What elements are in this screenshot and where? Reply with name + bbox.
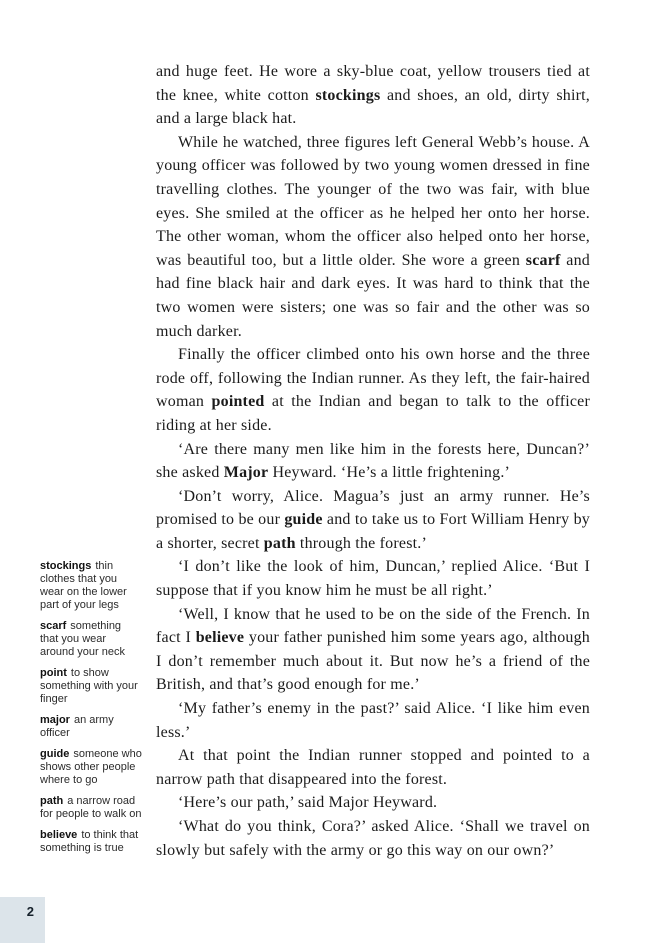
- glossary-term: believe: [40, 829, 78, 841]
- glossary-term: stockings: [40, 560, 92, 572]
- glossary-definition: an army officer: [40, 714, 114, 739]
- paragraph: ‘Don’t worry, Alice. Magua’s just an army runner. He’s promised to be our guide and to take us to Fort William Henry by a shorter, secret path through the forest.’: [156, 487, 590, 552]
- paragraph: At that point the Indian runner stopped and pointed to a narrow path that disappeared into the forest.: [156, 747, 590, 788]
- glossary-term: major: [40, 714, 70, 726]
- glossary-word: path: [263, 534, 296, 552]
- glossary-word: Major: [223, 464, 269, 482]
- paragraph: and huge feet. He wore a sky-blue coat, yellow trousers tied at the knee, white cotton stockings and shoes, an old, dirty shirt, and a large black hat.: [156, 63, 590, 128]
- paragraph: ‘What do you think, Cora?’ asked Alice. ‘Shall we travel on slowly but safely with the army or go this way on our own?’: [156, 818, 590, 859]
- glossary-word: guide: [284, 511, 323, 529]
- paragraph: ‘Are there many men like him in the forests here, Duncan?’ she asked Major Heyward. ‘He’s a little frightening.’: [156, 440, 590, 482]
- glossary-term: guide: [40, 748, 70, 760]
- glossary: [40, 560, 142, 863]
- glossary-definition: to think that something is true: [40, 829, 139, 854]
- paragraph: ‘Here’s our path,’ said Major Heyward.: [178, 794, 438, 812]
- glossary-term: point: [40, 667, 67, 679]
- page-number-box: [0, 897, 45, 943]
- glossary-word: believe: [195, 629, 245, 647]
- glossary-entry: [40, 667, 142, 706]
- glossary-term: scarf: [40, 620, 67, 632]
- glossary-term: path: [40, 795, 64, 807]
- glossary-entry: [40, 714, 142, 740]
- glossary-entry: [40, 560, 142, 612]
- glossary-entry: [40, 829, 142, 855]
- paragraph: Finally the officer climbed onto his own horse and the three rode off, following the Indian runner. As they left, the fair-haired woman pointed at the Indian and began to talk to the officer riding at her side.: [156, 346, 590, 434]
- glossary-definition: to show something with your finger: [40, 667, 138, 705]
- paragraph: ‘I don’t like the look of him, Duncan,’ replied Alice. ‘But I suppose that if you know him he must be all right.’: [156, 558, 590, 600]
- glossary-entry: [40, 620, 142, 659]
- glossary-entry: [40, 795, 142, 821]
- glossary-word: scarf: [525, 251, 561, 269]
- page-number: 2: [26, 904, 34, 919]
- glossary-word: stockings: [315, 86, 381, 104]
- paragraph: ‘Well, I know that he used to be on the side of the French. In fact I believe your father punished him some years ago, although I don’t remember much about it. But now he’s a friend of the British, and that’s good enough for me.’: [156, 605, 590, 694]
- main-text: [156, 60, 590, 862]
- paragraph: While he watched, three figures left General Webb’s house. A young officer was followed by two young women dressed in fine travelling clothes. The younger of the two was fair, with blue eyes. She smiled at the officer as he helped her onto her horse. The other woman, whom the officer also helped onto her horse, was beautiful too, but a little older. She wore a green scarf and had fine black hair and dark eyes. It was hard to think that the two women were sisters; one was so fair and the other was so much darker.: [156, 133, 590, 340]
- glossary-definition: someone who shows other people where to go: [40, 748, 142, 786]
- paragraph: ‘My father’s enemy in the past?’ said Alice. ‘I like him even less.’: [156, 700, 590, 741]
- glossary-word: pointed: [211, 393, 265, 411]
- glossary-definition: a narrow road for people to walk on: [40, 795, 142, 820]
- glossary-definition: something that you wear around your neck: [40, 620, 125, 658]
- glossary-definition: thin clothes that you wear on the lower part of your legs: [40, 560, 127, 611]
- glossary-entry: [40, 748, 142, 787]
